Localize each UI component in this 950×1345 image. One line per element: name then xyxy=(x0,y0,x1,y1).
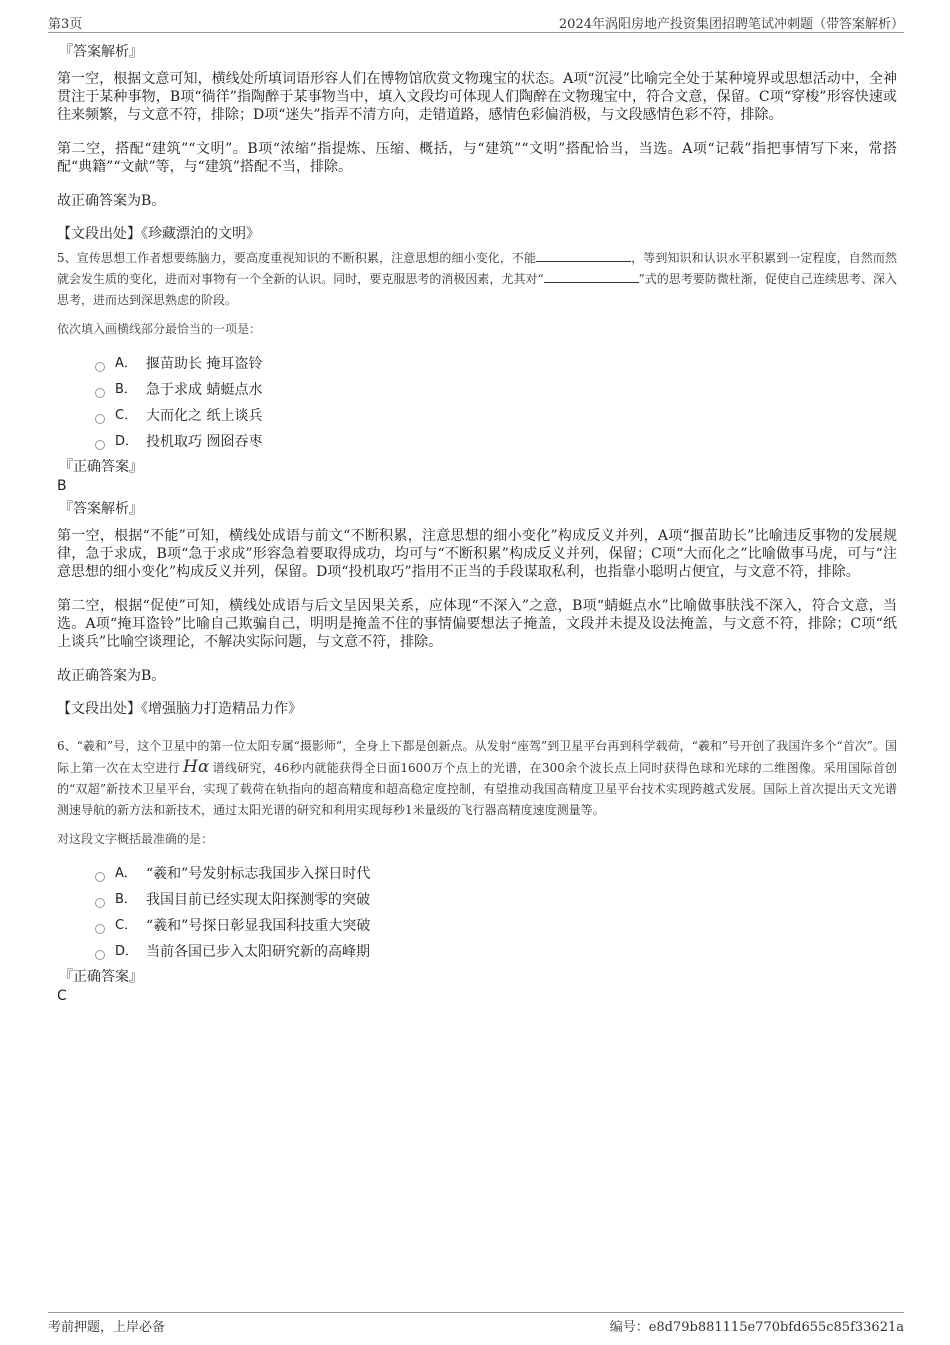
radio-icon[interactable] xyxy=(95,872,105,882)
analysis-conclusion: 故正确答案为B。 xyxy=(57,668,166,684)
radio-icon[interactable] xyxy=(95,414,105,424)
option-a[interactable]: A． 揠苗助长 掩耳盗铃 xyxy=(95,351,897,377)
correct-answer: B xyxy=(57,478,67,494)
page-content xyxy=(57,42,897,1009)
passage-source: 【文段出处】《珍藏漂泊的文明》 xyxy=(57,226,260,242)
question-5-text: 5、宣传思想工作者想要练脑力，要高度重视知识的不断积累，注意思想的细小变化，不能 ，等到知识和认识水平积累到一定程度，自然而然就会发生质的变化，进而对事物有一个全新的认识。同时，要克服思考的消极因素，尤其对“ ”式的思考要防微杜渐，促使自己连续思考、深入思考，进而达到深思熟虑的阶段。 xyxy=(57,248,897,311)
correct-answer-label: 『正确答案』 xyxy=(59,459,143,475)
fill-blank xyxy=(536,248,631,262)
option-a[interactable]: A． “羲和”号发射标志我国步入探日时代 xyxy=(95,861,897,887)
option-b[interactable]: B． 我国目前已经实现太阳探测零的突破 xyxy=(95,887,897,913)
question-6-prompt: 对这段文字概括最准确的是： xyxy=(57,832,214,846)
analysis-paragraph: 第二空，搭配“建筑”“文明”。B项“浓缩”指提炼、压缩、概括，与“建筑”“文明”搭配恰当，当选。A项“记载”指把事情写下来，常搭配“典籍”“文献”等，与“建筑”搭配不当，排除。 xyxy=(57,141,897,175)
option-d[interactable]: D． 投机取巧 囫囵吞枣 xyxy=(95,429,897,455)
radio-icon[interactable] xyxy=(95,898,105,908)
document-title: 2024年涡阳房地产投资集团招聘笔试冲刺题（带答案解析） xyxy=(558,17,904,32)
page-header xyxy=(48,12,904,33)
analysis-paragraph: 第一空，根据“不能”可知，横线处成语与前文“不断积累，注意思想的细小变化”构成反义并列，A项“揠苗助长”比喻违反事物的发展规律，急于求成，B项“急于求成”形容急着要取得成功，均可与“不断积累”构成反义并列，保留；C项“大而化之”比喻做事马虎，可与“注意思想的细小变化”构成反义并列，保留。D项“投机取巧”指用不正当的手段谋取私利，也指靠小聪明占便宜，与文意不符，排除。 xyxy=(57,528,897,580)
fill-blank xyxy=(544,269,639,283)
radio-icon[interactable] xyxy=(95,362,105,372)
option-c[interactable]: C． “羲和”号探日彰显我国科技重大突破 xyxy=(95,913,897,939)
option-c[interactable]: C． 大而化之 纸上谈兵 xyxy=(95,403,897,429)
radio-icon[interactable] xyxy=(95,924,105,934)
question-6-text: 6、“羲和”号，这个卫星中的第一位太阳专属“摄影师”，全身上下都是创新点。从发射“座驾”到卫星平台再到科学载荷，“羲和”号开创了我国许多个“首次”。国际上第一次在太空进行 Hα 谱线研究，46秒内就能获得全日面1600万个点上的光谱，在300余个波长点上同时获得色球和光球的二维图像。采用国际首创的“双超”新技术卫星平台，实现了载荷在轨指向的超高精度和超高稳定度控制，有望推动我国高精度卫星平台技术实现跨越式发展。国际上首次提出天文光谱测速导航的新方法和新技术，通过太阳光谱的研究和利用实现每秒1米量级的飞行器高精度速度测量等。 xyxy=(57,739,897,817)
analysis-paragraph: 第一空，根据文意可知，横线处所填词语形容人们在博物馆欣赏文物瑰宝的状态。A项“沉浸”比喻完全处于某种境界或思想活动中，全神贯注于某种事物，B项“徜徉”指陶醉于某事物当中，填入文段均可体现人们陶醉在文物瑰宝中，符合文意，保留。C项“穿梭”形容快速或往来频繁，与文意不符，排除；D项“迷失”指弄不清方向，走错道路，感情色彩偏消极，与文段感情色彩不符，排除。 xyxy=(57,71,897,123)
question-5-prompt: 依次填入画横线部分最恰当的一项是： xyxy=(57,322,262,336)
radio-icon[interactable] xyxy=(95,388,105,398)
h-alpha-symbol: Hα xyxy=(183,757,210,777)
radio-icon[interactable] xyxy=(95,440,105,450)
option-b[interactable]: B． 急于求成 蜻蜓点水 xyxy=(95,377,897,403)
question-5-options xyxy=(95,351,897,455)
correct-answer-label: 『正确答案』 xyxy=(59,969,143,985)
analysis-label: 『答案解析』 xyxy=(59,501,143,517)
option-d[interactable]: D． 当前各国已步入太阳研究新的高峰期 xyxy=(95,939,897,965)
correct-answer: C xyxy=(57,988,67,1004)
question-6-options xyxy=(95,861,897,965)
analysis-conclusion: 故正确答案为B。 xyxy=(57,193,166,209)
footer-slogan: 考前押题，上岸必备 xyxy=(48,1320,166,1335)
page-footer xyxy=(48,1312,904,1335)
radio-icon[interactable] xyxy=(95,950,105,960)
analysis-paragraph: 第二空，根据“促使”可知，横线处成语与后文呈因果关系，应体现“不深入”之意，B项“蜻蜓点水”比喻做事肤浅不深入，符合文意，当选。A项“掩耳盗铃”比喻自己欺骗自己，明明是掩盖不住的事情偏要想法子掩盖，文段并未提及设法掩盖，与文意不符，排除；C项“纸上谈兵”比喻空谈理论，不解决实际问题，与文意不符，排除。 xyxy=(57,598,897,650)
passage-source: 【文段出处】《增强脑力打造精品力作》 xyxy=(57,701,302,717)
document-code: 编号：e8d79b881115e770bfd655c85f33621a xyxy=(609,1320,904,1335)
analysis-label: 『答案解析』 xyxy=(59,44,143,60)
page-number: 第3页 xyxy=(48,17,83,32)
